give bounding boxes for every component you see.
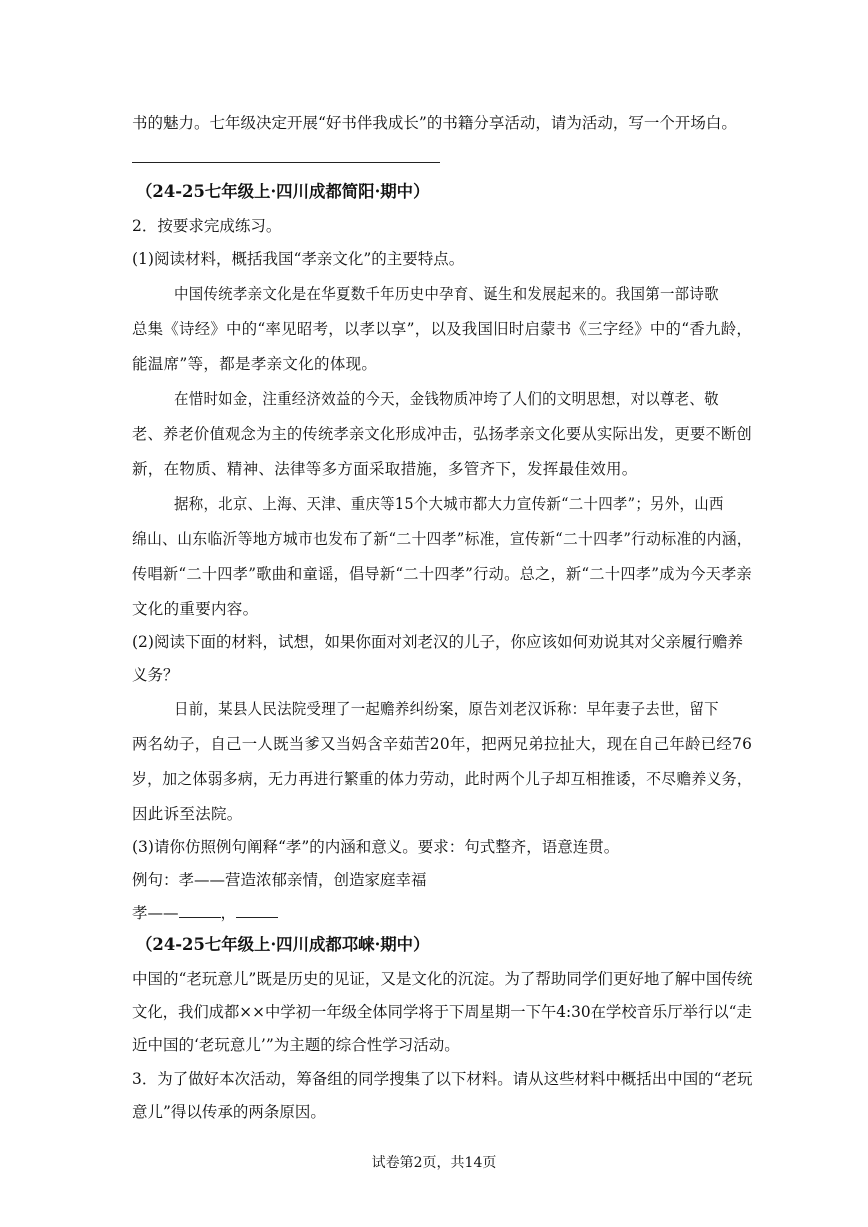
section-heading-jianyang: （24-25七年级上·四川成都简阳·期中） <box>136 182 430 201</box>
question-3-prompt: 意儿”得以传承的两条原因。 <box>132 1103 326 1121</box>
material-4-line: 两名幼子，自己一人既当爹又当妈含辛茹苦20年，把两兄弟拉扯大，现在自己年龄已经76 <box>132 735 753 753</box>
example-sentence: 例句：孝——营造浓郁亲情，创造家庭幸福 <box>132 871 427 889</box>
answer-line[interactable] <box>132 162 440 163</box>
material-1-line: 中国传统孝亲文化是在华夏数千年历史中孕育、诞生和发展起来的。我国第一部诗歌 <box>174 285 719 303</box>
question-2-1-prompt: (1)阅读材料，概括我国“孝亲文化”的主要特点。 <box>132 250 465 268</box>
material-4-line: 因此诉至法院。 <box>132 805 243 823</box>
blank-1[interactable] <box>179 903 221 918</box>
material-3-line: 据称，北京、上海、天津、重庆等15个大城市都大力宣传新“二十四孝”；另外，山西 <box>174 495 724 513</box>
material-4-line: 日前，某县人民法院受理了一起赡养纠纷案，原告刘老汉诉称：早年妻子去世，留下 <box>174 700 719 718</box>
question-3-prompt: 3．为了做好本次活动，筹备组的同学搜集了以下材料。请从这些材料中概括出中国的“老玩 <box>132 1070 753 1088</box>
material-3-line: 绵山、山东临沂等地方城市也发布了新“二十四孝”标准，宣传新“二十四孝”行动标准的内涵， <box>132 530 752 548</box>
fill-separator: ， <box>220 904 237 922</box>
material-2-line: 老、养老价值观念为主的传统孝亲文化形成冲击，弘扬孝亲文化要从实际出发，更要不断创 <box>132 425 753 443</box>
page-footer: 试卷第2页，共14页 <box>371 1155 497 1171</box>
question-2-2-prompt: 义务？ <box>132 666 179 684</box>
prev-question-tail: 书的魅力。七年级决定开展“好书伴我成长”的书籍分享活动，请为活动，写一个开场白。 <box>132 114 737 132</box>
blank-2[interactable] <box>236 903 278 918</box>
fill-in-line <box>132 902 752 924</box>
intro-line: 中国的“老玩意儿”既是历史的见证，又是文化的沉淀。为了帮助同学们更好地了解中国传统 <box>132 970 753 988</box>
material-4-line: 岁，加之体弱多病，无力再进行繁重的体力劳动，此时两个儿子却互相推诿，不尽赡养义务， <box>132 770 752 788</box>
question-2-title: 2．按要求完成练习。 <box>132 217 282 235</box>
intro-line: 文化，我们成都××中学初一年级全体同学将于下周星期一下午4:30在学校音乐厅举行以“走 <box>132 1003 752 1021</box>
material-3-line: 传唱新“二十四孝”歌曲和童谣，倡导新“二十四孝”行动。总之，新“二十四孝”成为今天孝亲 <box>132 565 753 583</box>
fill-prefix: 孝—— <box>132 904 179 922</box>
material-1-line: 能温席”等，都是孝亲文化的体现。 <box>132 355 378 373</box>
intro-line: 近中国的‘老玩意儿’”为主题的综合性学习活动。 <box>132 1036 460 1054</box>
material-2-line: 新，在物质、精神、法律等多方面采取措施，多管齐下，发挥最佳效用。 <box>132 460 638 478</box>
material-2-line: 在惜时如金，注重经济效益的今天，金钱物质冲垮了人们的文明思想，对以尊老、敬 <box>174 390 719 408</box>
material-3-line: 文化的重要内容。 <box>132 600 259 618</box>
section-heading-qionglai: （24-25七年级上·四川成都邛崃·期中） <box>136 935 430 954</box>
material-1-line: 总集《诗经》中的“率见昭考，以孝以享”，以及我国旧时启蒙书《三字经》中的“香九龄， <box>132 320 753 338</box>
question-2-3-prompt: (3)请你仿照例句阐释“孝”的内涵和意义。要求：句式整齐，语意连贯。 <box>132 838 620 856</box>
question-2-2-prompt: (2)阅读下面的材料，试想，如果你面对刘老汉的儿子，你应该如何劝说其对父亲履行赡养 <box>132 633 743 651</box>
